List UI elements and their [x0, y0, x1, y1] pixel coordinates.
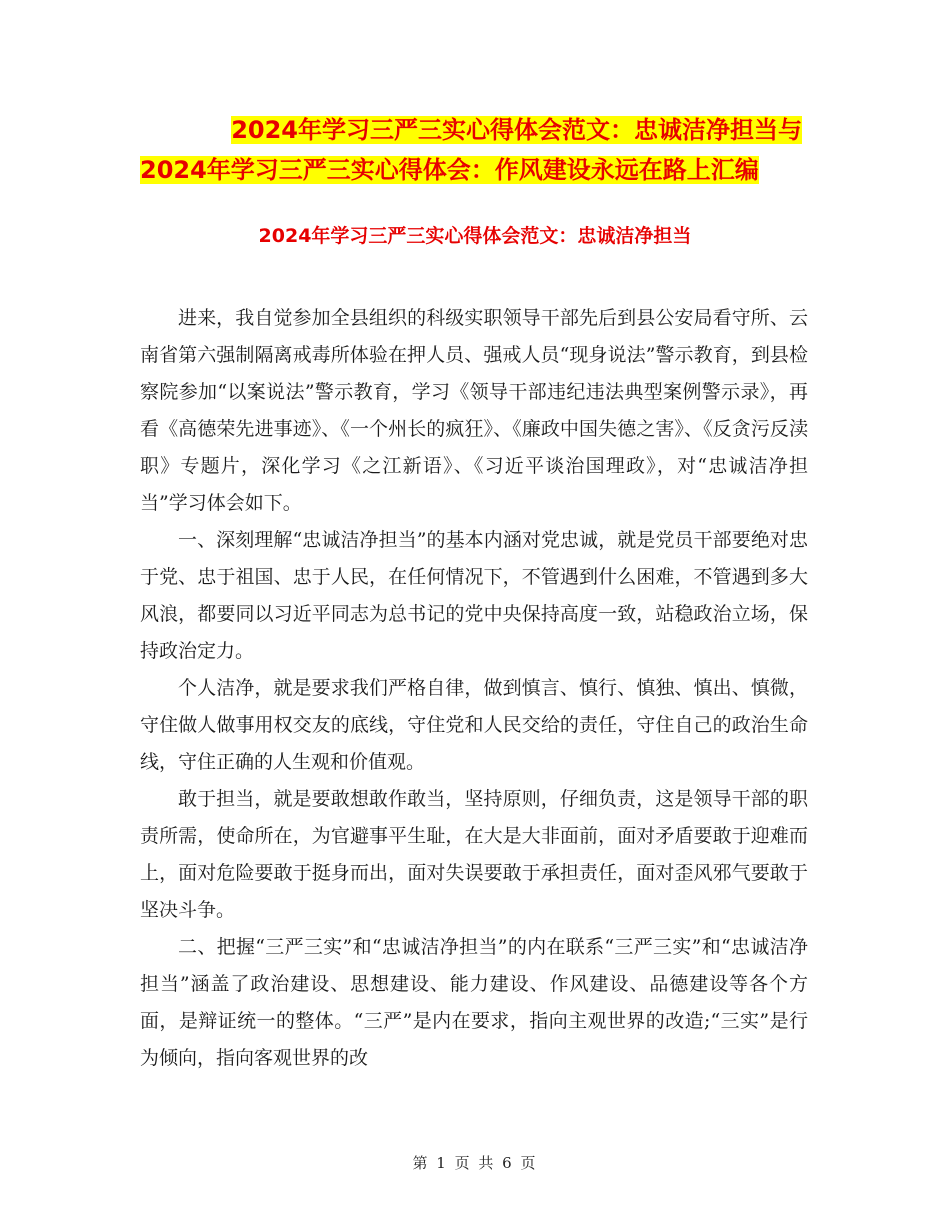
paragraph: 一、深刻理解“忠诚洁净担当”的基本内涵对党忠诚，就是党员干部要绝对忠于党、忠于祖国、忠于人民，在任何情况下，不管遇到什么困难，不管遇到多大风浪，都要同以习近平同志为总书记的党中央保持高度一致，站稳政治立场，保持政治定力。 — [140, 529, 808, 662]
page-footer: 第 1 页 共 6 页 — [412, 1154, 538, 1172]
title-line-2-row — [140, 150, 810, 190]
title-line-2: 2024年学习三严三实心得体会：作风建设永远在路上汇编 — [140, 156, 759, 184]
section-heading: 2024年学习三严三实心得体会范文：忠诚洁净担当 — [258, 225, 692, 247]
paragraph: 进来，我自觉参加全县组织的科级实职领导干部先后到县公安局看守所、云南省第六强制隔离戒毒所体验在押人员、强戒人员“现身说法”警示教育，到县检察院参加“以案说法”警示教育，学习《领导干部违纪违法典型案例警示录》，再看《高德荣先进事迹》、《一个州长的疯狂》、《廉政中国失德之害》、《反贪污反渎职》专题片，深化学习《之江新语》、《习近平谈治国理政》，对“忠诚洁净担当”学习体会如下。 — [140, 307, 808, 514]
document-title — [140, 110, 810, 190]
paragraph: 敢于担当，就是要敢想敢作敢当，坚持原则，仔细负责，这是领导干部的职责所需，使命所在，为官避事平生耻，在大是大非面前，面对矛盾要敢于迎难而上，面对危险要敢于挺身而出，面对失误要敢于承担责任，面对歪风邪气要敢于坚决斗争。 — [140, 788, 808, 921]
body-text — [140, 300, 808, 1077]
paragraph: 二、把握“三严三实”和“忠诚洁净担当”的内在联系“三严三实”和“忠诚洁净担当”涵盖了政治建设、思想建设、能力建设、作风建设、品德建设等各个方面，是辩证统一的整体。“三严”是内在要求，指向主观世界的改造;“三实”是行为倾向，指向客观世界的改 — [140, 936, 808, 1069]
title-line-1: 2024年学习三严三实心得体会范文：忠诚洁净担当与 — [231, 116, 802, 144]
paragraph: 个人洁净，就是要求我们严格自律，做到慎言、慎行、慎独、慎出、慎微，守住做人做事用权交友的底线，守住党和人民交给的责任，守住自己的政治生命线，守住正确的人生观和价值观。 — [140, 677, 808, 773]
title-line-1-row — [140, 110, 810, 150]
